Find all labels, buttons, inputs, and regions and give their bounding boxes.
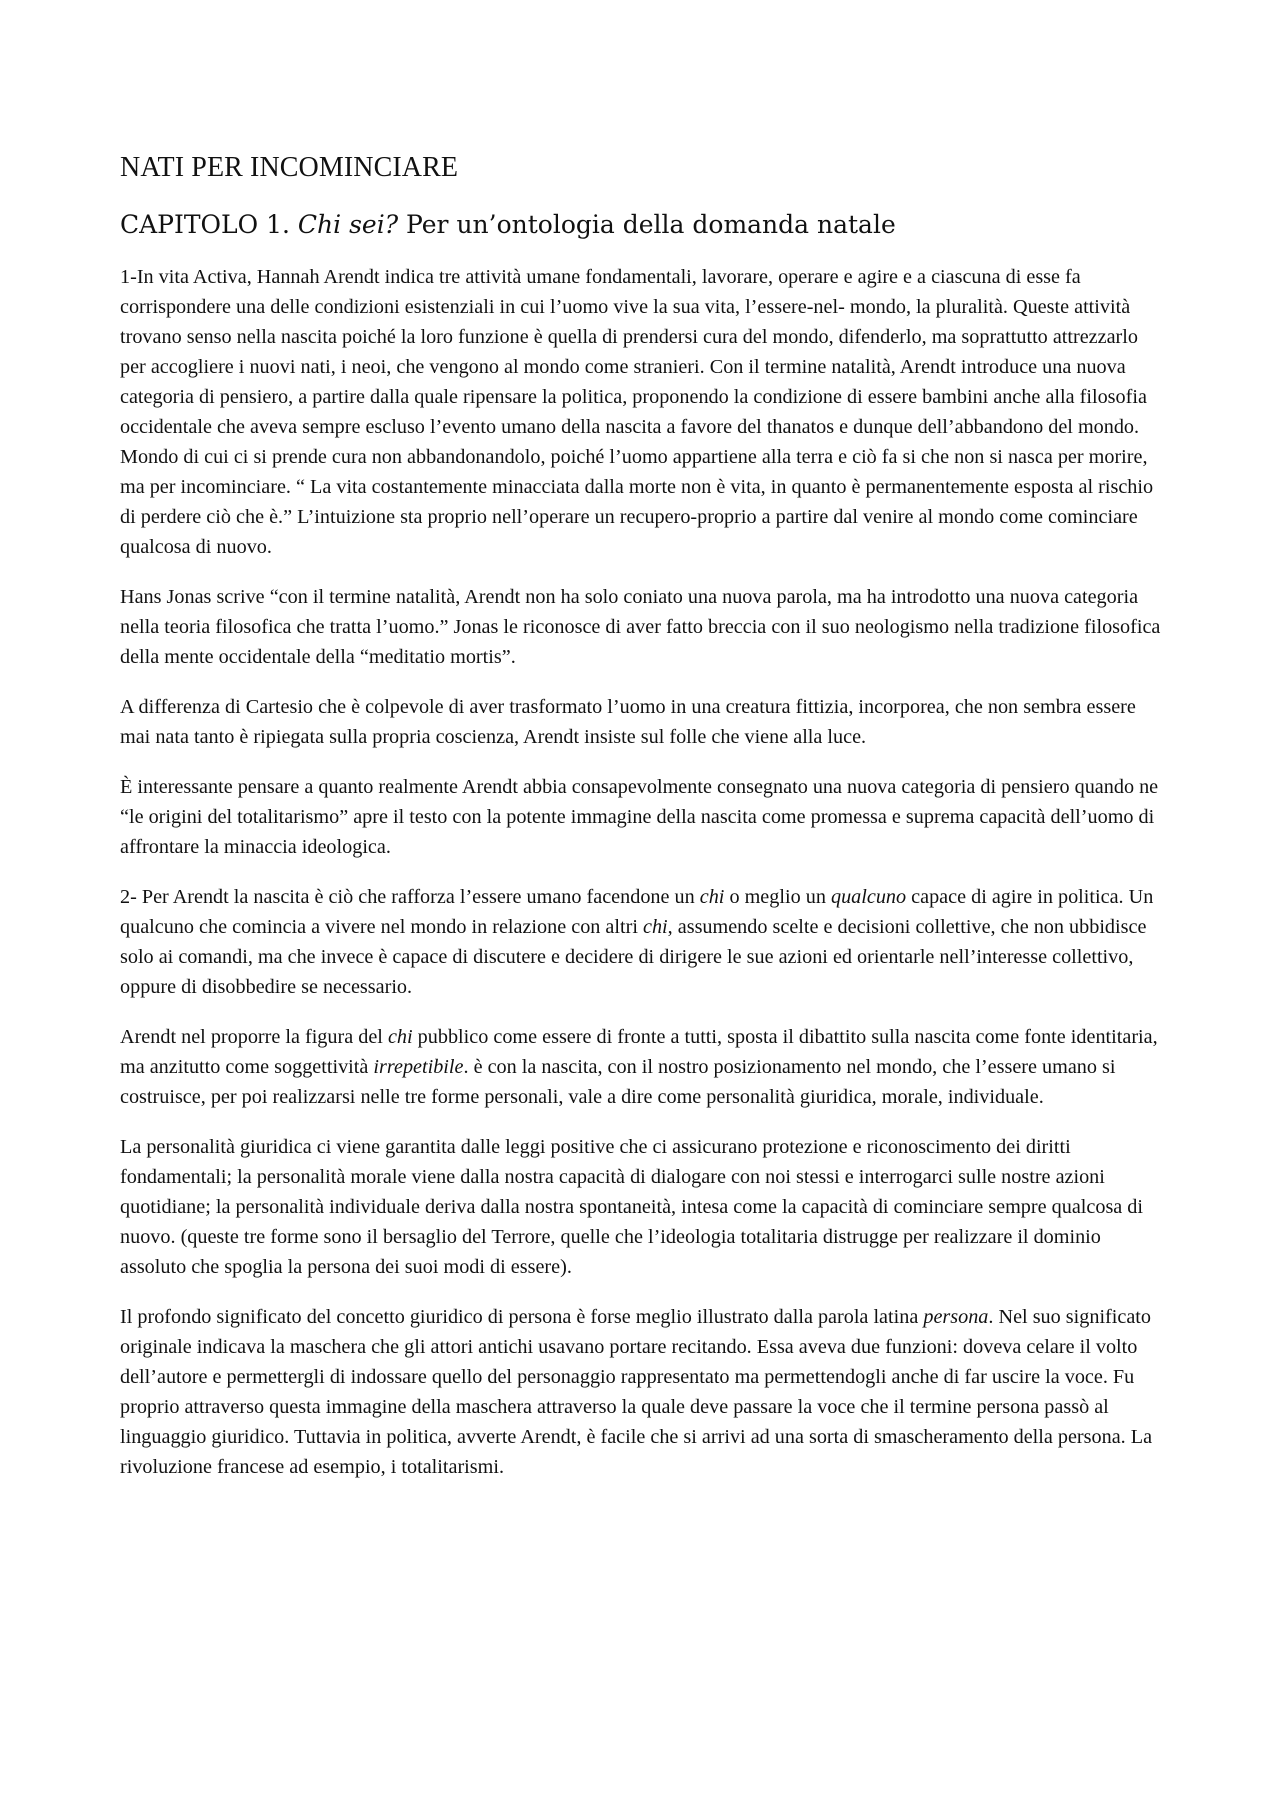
p6-italic-chi: chi (387, 1026, 413, 1048)
paragraph-6 (120, 1022, 1165, 1112)
p5-text-g: , assumendo scelte e decisioni collettive, che non ubbidisce solo ai comandi, ma che invece è capace di discutere e decidere di dirigere le sue azioni ed orientarle nell’interesse collettivo, oppure di disobbedire se necessario. (120, 916, 1147, 998)
p5-italic-qualcuno: qualcuno (830, 886, 907, 908)
p5-text-a: 2- Per Arendt la nascita è ciò che rafforza l’essere umano facendone un (120, 886, 700, 908)
chapter-prefix: CAPITOLO 1. (120, 210, 298, 239)
p8-italic-persona: persona (923, 1306, 989, 1328)
p8-text-c: . Nel suo significato originale indicava la maschera che gli attori antichi usavano portare recitando. Essa aveva due funzioni: doveva celare il volto dell’autore e permettergli di indossare quello del personaggio rappresentato ma permettendogli anche di far uscire la voce. Fu proprio attraverso questa immagine della maschera attraverso la quale deve passare la voce che il termine persona passò al linguaggio giuridico. Tuttavia in politica, avverte Arendt, è facile che si arrivi ad una sorta di smascheramento della persona. La rivoluzione francese ad esempio, i totalitarismi. (120, 1306, 1153, 1478)
paragraph-3: A differenza di Cartesio che è colpevole di aver trasformato l’uomo in una creatura fittizia, incorporea, che non sembra essere mai nata tanto è ripiegata sulla propria coscienza, Arendt insiste sul folle che viene alla luce. (120, 696, 1136, 748)
p5-italic-chi: chi (699, 886, 725, 908)
chapter-suffix: Per un’ontologia della domanda natale (398, 210, 896, 239)
paragraph-2: Hans Jonas scrive “con il termine natalità, Arendt non ha solo coniato una nuova parola, ma ha introdotto una nuova categoria nella teoria filosofica che tratta l’uomo.” Jonas le riconosce di aver fatto breccia con il suo neologismo nella tradizione filosofica della mente occidentale della “meditatio mortis”. (120, 586, 1161, 668)
chapter-italic: Chi sei? (297, 210, 399, 239)
p6-text-a: Arendt nel proporre la figura del (120, 1026, 388, 1048)
p5-text-c: o meglio un (724, 886, 831, 908)
paragraph-5 (120, 882, 1165, 1002)
p5-text-e: capace di agire in politica. Un qualcuno che comincia a vivere nel mondo in relazione con altri (120, 886, 1154, 938)
paragraph-8 (120, 1302, 1165, 1482)
p6-text-e: . è con la nascita, con il nostro posizionamento nel mondo, che l’essere umano si costruisce, per poi realizzarsi nelle tre forme personali, vale a dire come personalità giuridica, morale, individuale. (120, 1056, 1116, 1108)
p6-italic-irrepetibile: irrepetibile (373, 1056, 464, 1078)
p8-text-a: Il profondo significato del concetto giuridico di persona è forse meglio illustrato dalla parola latina (120, 1306, 924, 1328)
chapter-title (120, 208, 1165, 242)
document-body (120, 150, 1165, 1502)
paragraph-4: È interessante pensare a quanto realmente Arendt abbia consapevolmente consegnato una nuova categoria di pensiero quando ne “le origini del totalitarismo” apre il testo con la potente immagine della nascita come promessa e suprema capacità dell’uomo di affrontare la minaccia ideologica. (120, 776, 1159, 858)
document-title: NATI PER INCOMINCIARE (120, 152, 459, 183)
paragraph-7: La personalità giuridica ci viene garantita dalle leggi positive che ci assicurano protezione e riconoscimento dei diritti fondamentali; la personalità morale viene dalla nostra capacità di dialogare con noi stessi e interrogarci sulle nostre azioni quotidiane; la personalità individuale deriva dalla nostra spontaneità, intesa come la capacità di cominciare sempre qualcosa di nuovo. (queste tre forme sono il bersaglio del Terrore, quelle che l’ideologia totalitaria distrugge per realizzare il dominio assoluto che spoglia la persona dei suoi modi di essere). (120, 1136, 1144, 1278)
p6-text-c: pubblico come essere di fronte a tutti, sposta il dibattito sulla nascita come fonte identitaria, ma anzitutto come soggettività (120, 1026, 1158, 1078)
p5-italic-chi-2: chi (642, 916, 668, 938)
paragraph-1: 1-In vita Activa, Hannah Arendt indica tre attività umane fondamentali, lavorare, operare e agire e a ciascuna di esse fa corrispondere una delle condizioni esistenziali in cui l’uomo vive la sua vita, l’essere-nel- mondo, la pluralità. Queste attività trovano senso nella nascita poiché la loro funzione è quella di prendersi cura del mondo, difenderlo, ma soprattutto attrezzarlo per accogliere i nuovi nati, i neoi, che vengono al mondo come stranieri. Con il termine natalità, Arendt introduce una nuova categoria di pensiero, a partire dalla quale ripensare la politica, proponendo la condizione di essere bambini anche alla filosofia occidentale che aveva sempre escluso l’evento umano della nascita a favore del thanatos e dunque dell’abbandono del mondo. Mondo di cui ci si prende cura non abbandonandolo, poiché l’uomo appartiene alla terra e ciò fa si che non si nasca per morire, ma per incominciare. “ La vita costantemente minacciata dalla morte non è vita, in quanto è permanentemente esposta al rischio di perdere ciò che è.” L’intuizione sta proprio nell’operare un recupero-proprio a partire dal venire al mondo come cominciare qualcosa di nuovo. (120, 266, 1154, 558)
